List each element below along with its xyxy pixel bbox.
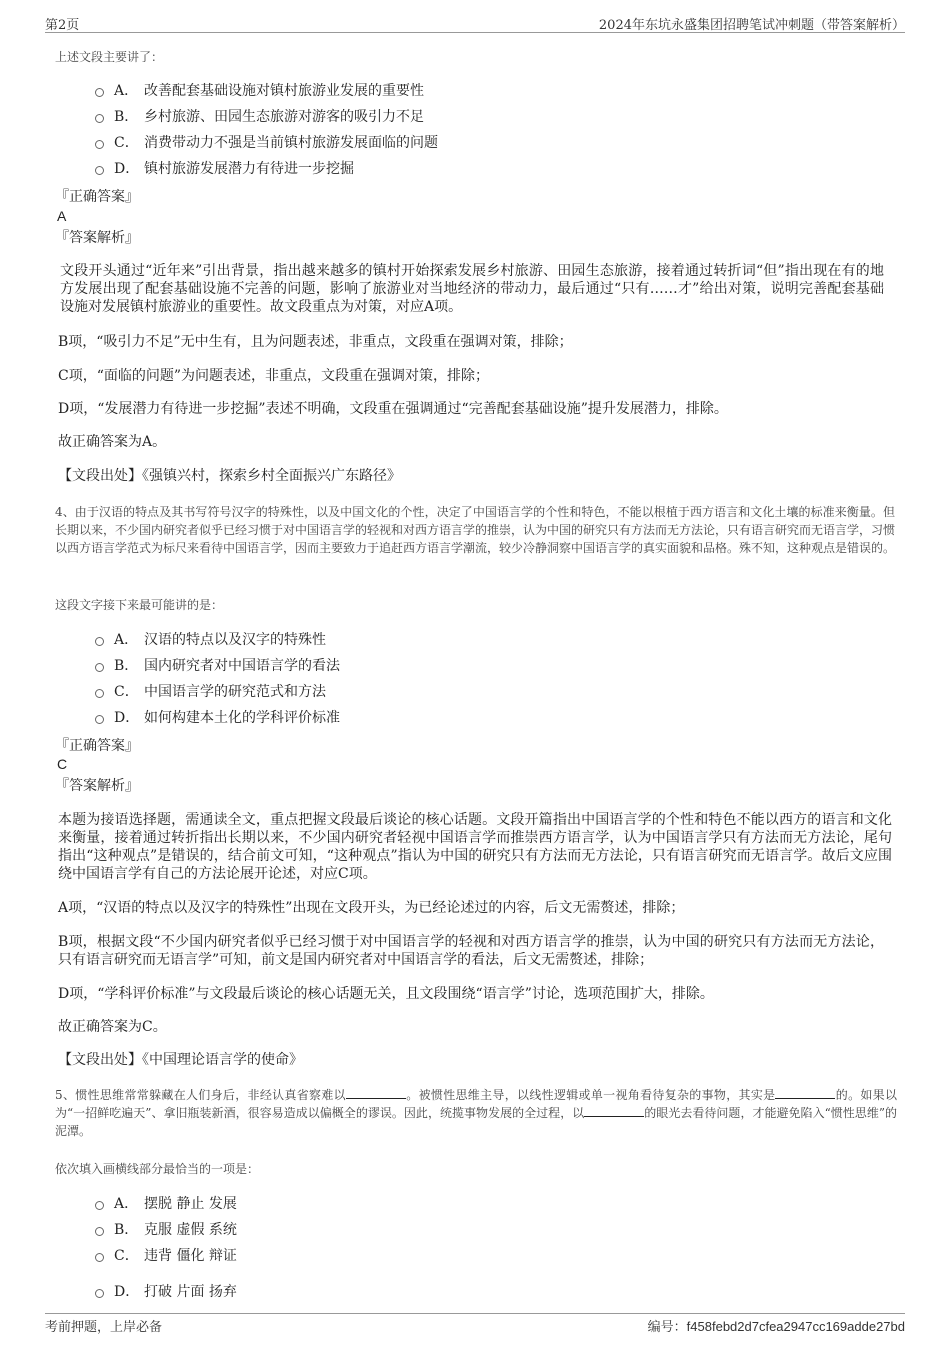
page-header bbox=[45, 12, 905, 33]
radio-icon[interactable] bbox=[95, 663, 104, 672]
page-footer bbox=[45, 1313, 905, 1334]
q4-analysis-b: B项，根据文段“不少国内研究者似乎已经习惯于对中国语言学的轻视和对西方语言学的推崇，认为中国的研究只有方法而无方法论，只有语言研究而无语言学”可知，前文是国内研究者对中国语言学的看法，后文无需赘述，排除； bbox=[58, 934, 884, 968]
q5-option-a[interactable]: A． 摆脱 静止 发展 bbox=[95, 1191, 795, 1217]
radio-icon[interactable] bbox=[95, 715, 104, 724]
q3-options bbox=[95, 78, 795, 182]
radio-icon[interactable] bbox=[95, 1227, 104, 1236]
radio-icon[interactable] bbox=[95, 140, 104, 149]
q3-analysis-c: C项，“面临的问题”为问题表述，非重点，文段重在强调对策，排除； bbox=[58, 368, 490, 384]
q5-options bbox=[95, 1191, 795, 1305]
q4-option-c[interactable]: C． 中国语言学的研究范式和方法 bbox=[95, 679, 795, 705]
q5-option-c[interactable]: C． 违背 僵化 辩证 bbox=[95, 1243, 795, 1269]
q5-stem: 5、惯性思维常常躲藏在人们身后，非经认真省察难以 。被惯性思维主导，以线性逻辑或单一视角看待复杂的事物，其实是 的。如果以为“一招鲜吃遍天”、拿旧瓶装新酒，很容易造成以偏概全的谬误。因此，统揽事物发展的全过程，以 的眼光去看待问题，才能避免陷入“惯性思维”的泥潭。 bbox=[55, 1088, 897, 1138]
q4-answer: C bbox=[57, 756, 68, 772]
q3-conclusion: 故正确答案为A。 bbox=[58, 434, 167, 450]
radio-icon[interactable] bbox=[95, 1253, 104, 1262]
radio-icon[interactable] bbox=[95, 88, 104, 97]
q5-option-d[interactable]: D． 打破 片面 扬弃 bbox=[95, 1279, 795, 1305]
q4-prompt: 这段文字接下来最可能讲的是： bbox=[55, 598, 224, 612]
q3-answer-label: 『正确答案』 bbox=[55, 189, 139, 205]
q3-analysis-d: D项，“发展潜力有待进一步挖掘”表述不明确，文段重在强调通过“完善配套基础设施”提升发展潜力，排除。 bbox=[58, 401, 728, 417]
radio-icon[interactable] bbox=[95, 689, 104, 698]
q4-analysis-d: D项，“学科评价标准”与文段最后谈论的核心话题无关，且文段围绕“语言学”讨论，选项范围扩大，排除。 bbox=[58, 986, 714, 1002]
q4-options bbox=[95, 627, 795, 731]
q3-answer: A bbox=[57, 208, 67, 224]
q4-analysis-main: 本题为接语选择题，需通读全文，重点把握文段最后谈论的核心话题。文段开篇指出中国语言学的个性和特色不能以西方的语言和文化来衡量，接着通过转折指出长期以来，不少国内研究者轻视中国语言学而推崇西方语言学，认为中国语言学只有方法而无方法论，尾句指出“这种观点”是错误的，结合前文可知，“这种观点”指认为中国的研究只有方法而无方法论，只有语言研究而无语言学。故后文应围绕中国语言学有自己的方法论展开论述，对应C项。 bbox=[58, 812, 892, 882]
radio-icon[interactable] bbox=[95, 1201, 104, 1210]
q3-option-a[interactable]: A． 改善配套基础设施对镇村旅游业发展的重要性 bbox=[95, 78, 795, 104]
q3-option-d[interactable]: D． 镇村旅游发展潜力有待进一步挖掘 bbox=[95, 156, 795, 182]
q3-prompt: 上述文段主要讲了： bbox=[55, 50, 164, 64]
q4-option-d[interactable]: D． 如何构建本土化的学科评价标准 bbox=[95, 705, 795, 731]
q4-stem: 4、由于汉语的特点及其书写符号汉字的特殊性，以及中国文化的个性，决定了中国语言学的个性和特色，不能以根植于西方语言和文化土壤的标准来衡量。但长期以来，不少国内研究者似乎已经习惯于对中国语言学的轻视和对西方语言学的推崇，认为中国的研究只有方法而无方法论，只有语言研究而无语言学，习惯以西方语言学范式为标尺来看待中国语言学，因而主要致力于追赶西方语言学潮流，较少冷静洞察中国语言学的真实面貌和品格。殊不知，这种观点是错误的。 bbox=[55, 505, 896, 555]
q3-option-b[interactable]: B． 乡村旅游、田园生态旅游对游客的吸引力不足 bbox=[95, 104, 795, 130]
radio-icon[interactable] bbox=[95, 114, 104, 123]
q5-prompt: 依次填入画横线部分最恰当的一项是： bbox=[55, 1162, 260, 1176]
q4-analysis-a: A项，“汉语的特点以及汉字的特殊性”出现在文段开头，为已经论述过的内容，后文无需赘述，排除； bbox=[58, 900, 685, 916]
q4-source: 【文段出处】《中国理论语言学的使命》 bbox=[58, 1052, 303, 1068]
document-title: 2024年东坑永盛集团招聘笔试冲刺题（带答案解析） bbox=[598, 18, 905, 33]
q3-analysis-b: B项，“吸引力不足”无中生有，且为问题表述，非重点，文段重在强调对策，排除； bbox=[58, 334, 573, 350]
fill-blank-1[interactable] bbox=[346, 1086, 406, 1099]
footer-slogan: 考前押题，上岸必备 bbox=[45, 1320, 163, 1335]
page-number: 第2页 bbox=[45, 18, 80, 33]
q4-option-a[interactable]: A． 汉语的特点以及汉字的特殊性 bbox=[95, 627, 795, 653]
q3-analysis-main: 文段开头通过“近年来”引出背景，指出越来越多的镇村开始探索发展乡村旅游、田园生态旅游，接着通过转折词“但”指出现在有的地方发展出现了配套基础设施不完善的问题，影响了旅游业对当地经济的带动力，最后通过“只有……才”给出对策，说明完善配套基础设施对发展镇村旅游业的重要性。故文段重点为对策，对应A项。 bbox=[60, 263, 884, 315]
document-id: 编号：f458febd2d7cfea2947cc169adde27bd bbox=[647, 1319, 905, 1335]
q3-analysis-label: 『答案解析』 bbox=[55, 230, 139, 246]
q4-answer-label: 『正确答案』 bbox=[55, 738, 139, 754]
q4-conclusion: 故正确答案为C。 bbox=[58, 1019, 167, 1035]
q4-option-b[interactable]: B． 国内研究者对中国语言学的看法 bbox=[95, 653, 795, 679]
q3-source: 【文段出处】《强镇兴村，探索乡村全面振兴广东路径》 bbox=[58, 468, 401, 484]
q5-option-b[interactable]: B． 克服 虚假 系统 bbox=[95, 1217, 795, 1243]
q4-analysis-label: 『答案解析』 bbox=[55, 778, 139, 794]
radio-icon[interactable] bbox=[95, 637, 104, 646]
fill-blank-2[interactable] bbox=[775, 1086, 835, 1099]
fill-blank-3[interactable] bbox=[584, 1104, 644, 1117]
radio-icon[interactable] bbox=[95, 1289, 104, 1298]
q3-option-c[interactable]: C． 消费带动力不强是当前镇村旅游发展面临的问题 bbox=[95, 130, 795, 156]
radio-icon[interactable] bbox=[95, 166, 104, 175]
